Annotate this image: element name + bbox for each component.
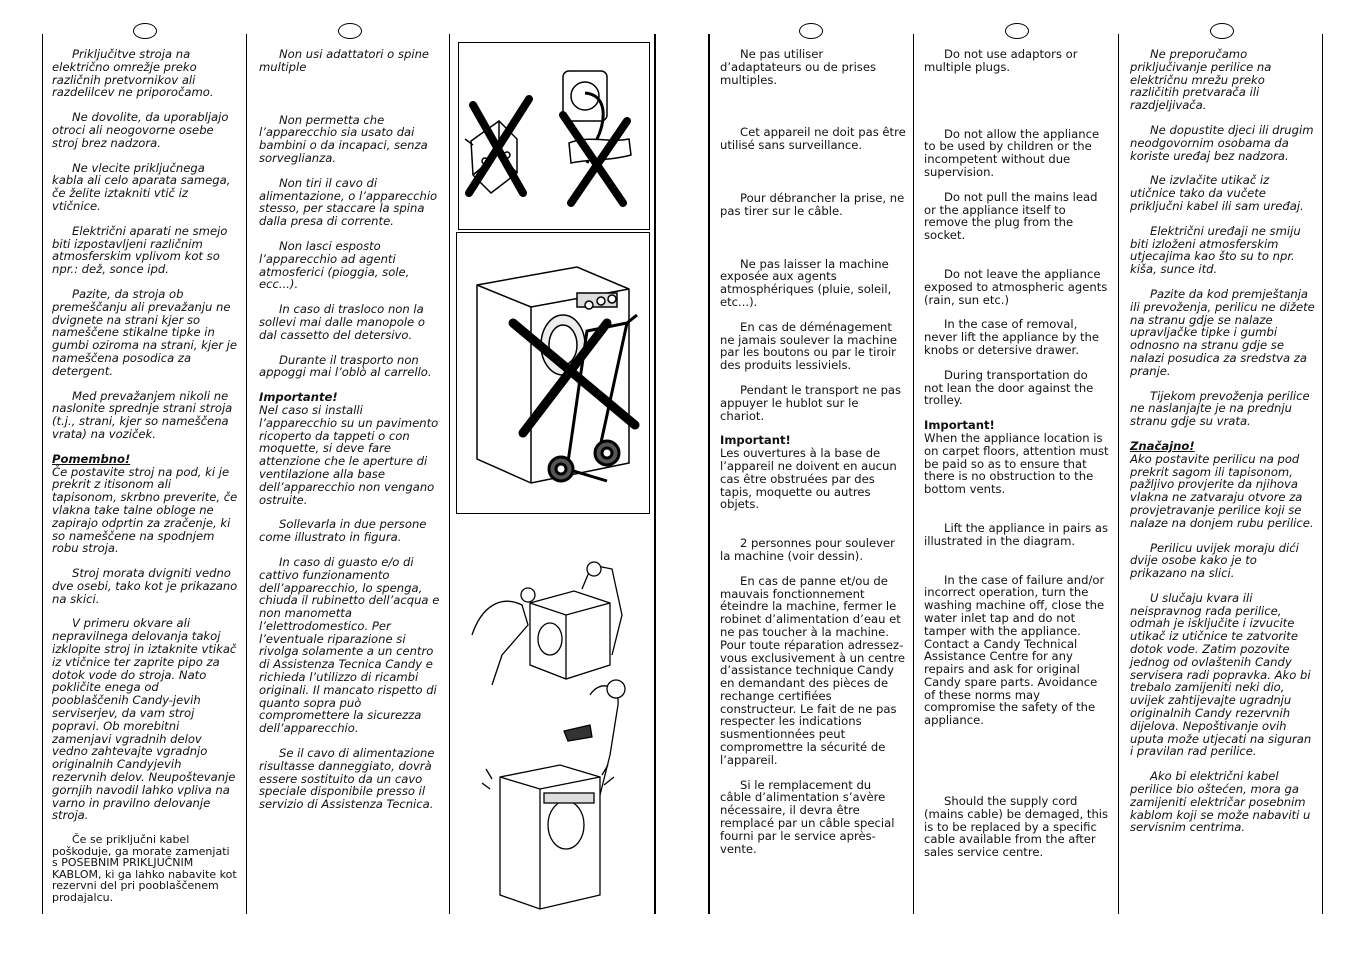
important-block xyxy=(52,453,238,555)
paragraph: In caso di guasto e/o di cattivo funzionamento dell’apparecchio, lo spenga, chiuda il rubinetto dell’acqua e non manometta l’elettrodomestico. Per l’eventuale riparazione si rivolga solamente a un centro di Assistenza Tecnica Candy e richieda l’utilizzo di ricambi originali. Il mancato rispetto di quanto sopra può compromettere la sicurezza dell’apparecchio. xyxy=(259,554,440,736)
column-croatian xyxy=(1130,48,1316,846)
paragraph: Cet appareil ne doit pas être utilisé sans surveillance. xyxy=(720,125,906,153)
paragraph: Do not pull the mains lead or the appliance itself to remove the plug from the socket. xyxy=(924,189,1098,243)
column-italian xyxy=(259,48,441,823)
important-label: Important! xyxy=(924,418,995,433)
column-divider xyxy=(42,34,43,914)
important-label: Pomembno! xyxy=(52,451,131,466)
important-block xyxy=(1130,440,1316,530)
column-divider xyxy=(449,34,450,914)
paragraph: Non tiri il cavo di alimentazione, o l’apparecchio stesso, per staccare la spina dalla presa di corrente. xyxy=(259,175,438,229)
important-label: Important! xyxy=(720,433,791,448)
illustration-failure xyxy=(480,665,645,915)
important-text: When the appliance location is on carpet floors, attention must be paid so as to ensure that there is no obstruction to the bottom vents. xyxy=(924,430,1109,497)
paragraph: Stroj morata dvigniti vedno dve osebi, tako kot je prikazano na skici. xyxy=(52,566,238,606)
important-text: Les ouvertures à la base de l’appareil ne doivent en aucun cas être obstruées par des tapis, moquette ou autres objets. xyxy=(720,446,897,512)
paragraph: Durante il trasporto non appoggi mai l’oblò al carrello. xyxy=(259,352,432,380)
paragraph: In the case of removal, never lift the appliance by the knobs or detersive drawer. xyxy=(924,317,1100,357)
column-divider xyxy=(913,34,914,914)
page-divider xyxy=(654,34,656,914)
paragraph: Should the supply cord (mains cable) be demaged, this is to be replaced by a specific cable available from the after sales service centre. xyxy=(924,794,1109,860)
iron-icon xyxy=(564,725,592,741)
paragraph: Se il cavo di alimentazione risultasse danneggiato, dovrà essere sostituito da un cavo speciale disponibile presso il servizio di Assistenza Tecnica. xyxy=(259,746,435,812)
important-label: Importante! xyxy=(259,390,338,405)
paragraph: Do not allow the appliance to be used by children or the incompetent without due supervision. xyxy=(924,126,1100,179)
important-label: Značajno! xyxy=(1130,438,1195,453)
paragraph: Pazite da kod premještanja ili prevoženja, perilicu ne dižete na stranu gdje se nalaze upravljačke tipke i gumbi odnosno na stranu gdje se nalazi posudica za sredstva za pranje. xyxy=(1130,286,1315,378)
paragraph: Do not use adaptors or multiple plugs. xyxy=(924,47,1078,74)
language-marker-en xyxy=(1005,23,1029,39)
paragraph: Si le remplacement du câble d’alimentation s’avère nécessaire, il devra être remplacé par un câble special fourni par le service après-vente. xyxy=(720,777,895,856)
paragraph: 2 personnes pour soulever la machine (voir dessin). xyxy=(720,536,895,563)
paragraph: Non usi adattatori o spine multiple xyxy=(259,47,430,74)
illustration-plug-box xyxy=(458,42,650,230)
column-french xyxy=(720,48,906,867)
paragraph: In the case of failure and/or incorrect operation, turn the washing machine off, close the water inlet tap and do not tamper with the appliance. Contact a Candy Technical Assistance Centre for any repairs and ask for original Candy spare parts. Avoidance of these norms may compromise the safety of the appliance. xyxy=(924,572,1105,728)
paragraph: Ne pas utiliser d’adaptateurs ou de prises multiples. xyxy=(720,47,877,87)
paragraph: Pazite, da stroja ob premeščanju ali prevažanju ne dvignete na strani kjer so nameščene stikalne tipke in gumbi oziroma na strani, kjer je nameščena posodica za detergent. xyxy=(52,286,238,378)
paragraph: Električni aparati ne smejo biti izpostavljeni različnim atmosferskim vplivom kot so npr.: dež, sonce ipd. xyxy=(52,223,228,277)
paragraph: Lift the appliance in pairs as illustrated in the diagram. xyxy=(924,520,1108,548)
page-divider xyxy=(708,34,710,914)
trolley-illustration xyxy=(457,233,649,513)
paragraph: Pour débrancher la prise, ne pas tirer sur le câble. xyxy=(720,190,905,218)
important-block xyxy=(924,419,1110,496)
paragraph: Ne izvlačite utikač iz utičnice tako da vučete priključni kabel ili sam uređaj. xyxy=(1130,173,1304,213)
column-slovenian xyxy=(52,48,238,915)
important-text: Ako postavite perilicu na pod prekrit sagom ili tapisonom, pažljivo provjerite da njihova vlakna ne zatvaraju otvore za provjetravanje perilice koji se nalaze na donjem rubu perilice. xyxy=(1130,451,1314,530)
important-block xyxy=(259,391,441,506)
paragraph: Med prevažanjem nikoli ne naslonite sprednje strani stroja (t.j., strani, kjer so nameščena vrata) na voziček. xyxy=(52,388,233,441)
important-block xyxy=(720,434,906,511)
language-marker-fr xyxy=(799,23,823,39)
paragraph: Ne vlecite priključnega kabla ali celo aparata samega, če želite iztakniti vtič iz vtičnice. xyxy=(52,160,231,213)
illustration-trolley-box xyxy=(456,232,650,514)
paragraph: Če se priključni kabel poškoduje, ga morate zamenjati s POSEBNIM PRIKLJUČNIM KABLOM, ki ga lahko nabavite kot rezervni del pri pooblaščenem prodajalcu. xyxy=(52,833,237,904)
paragraph: Perilicu uvijek moraju dići dvije osobe kako je to prikazano na slici. xyxy=(1130,540,1299,581)
language-marker-hr xyxy=(1210,23,1234,39)
column-divider xyxy=(1118,34,1119,914)
paragraph: During transportation do not lean the door against the trolley. xyxy=(924,367,1094,408)
important-text: Če postavite stroj na pod, ki je prekrit z itisonom ali tapisonom, skrbno preverite, če vlakna take talne obloge ne zapirajo odprtin za zračenje, ki so nameščene na spodnjem robu stroja. xyxy=(52,464,238,556)
paragraph: Ne dopustite djeci ili drugim neodgovornim osobama da koriste uređaj bez nadzora. xyxy=(1130,122,1314,163)
column-english xyxy=(924,48,1110,871)
paragraph: Non permetta che l’apparecchio sia usato dai bambini o da incapaci, senza sorveglianza. xyxy=(259,112,428,165)
paragraph: Sollevarla in due persone come illustrato in figura. xyxy=(259,517,427,545)
important-text: Nel caso si installi l’apparecchio su un pavimento ricoperto da tappeti o con moquette, si deve fare attenzione che le aperture di ventilazione alla base dell’apparecchio non vengano ostruite. xyxy=(259,402,439,507)
paragraph: Ne preporučamo priključivanje perilice na električnu mrežu preko različitih pretvarača ili razdjeljivača. xyxy=(1130,47,1272,113)
paragraph: En cas de déménagement ne jamais soulever la machine par les boutons ou par le tiroir des produits lessiviels. xyxy=(720,319,897,373)
paragraph: V primeru okvare ali nepravilnega delovanja takoj izklopite stroj in iztaknite vtikač iz vtičnice ter zaprite pipo za dotok vode do stroja. Nato pokličite enega od pooblaščenih Candy-jevih serviserjev, da vam stroj popravi. Ob morebitni zamenjavi vgradnih delov vedno zahtevajte vgradnjo originalnih Candyjevih rezervnih delov. Neupoštevanje gornjih navodil lahko vpliva na varno in pravilno delovanje stroja. xyxy=(52,616,237,823)
language-marker-sl xyxy=(133,23,157,39)
paragraph: U slučaju kvara ili neispravnog rada perilice, odmah je isključite i izvucite utikač iz utičnice te zatvorite dotok vode. Zatim pozovite jednog od ovlaštenih Candy servisera radi popravka. Ako bi trebalo zamijeniti neki dio, uvijek zahtijevajte ugradnju originalnih Candy rezervnih dijelova. Nepoštivanje ovih uputa može utjecati na siguran i pravilan rad perilice. xyxy=(1130,590,1312,759)
failure-service-illustration xyxy=(480,665,645,915)
column-divider xyxy=(1322,34,1323,914)
paragraph: Tijekom prevoženja perilice ne naslanjajte je na prednju stranu gdje su vrata. xyxy=(1130,388,1310,429)
paragraph: En cas de panne et/ou de mauvais fonctionnement éteindre la machine, fermer le robinet d’alimentation d’eau et ne pas toucher à la machine. Pour toute réparation adressez-vous exclusivement à un centre d’assistance technique Candy en demandant des pièces de rechange certifiées constructeur. Le fait de ne pas respecter les indications susmentionnées peut compromettre la sécurité de l’appareil. xyxy=(720,573,906,767)
paragraph: Ne dovolite, da uporabljajo otroci ali neogovorne osebe stroj brez nadzora. xyxy=(52,110,229,150)
paragraph: Ne pas laisser la machine exposée aux agents atmosphériques (pluie, soleil, etc...). xyxy=(720,256,892,309)
paragraph: Priključitve stroja na električno omrežje preko različnih pretvornikov ali razdelilcev ne priporočamo. xyxy=(52,47,214,100)
language-marker-it xyxy=(338,23,362,39)
paragraph: In caso di trasloco non la sollevi mai dalle manopole o dal cassetto del detersivo. xyxy=(259,302,425,342)
paragraph: Pendant le transport ne pas appuyer le hublot sur le chariot. xyxy=(720,382,902,423)
column-divider xyxy=(246,34,247,914)
paragraph: Do not leave the appliance exposed to atmospheric agents (rain, sun etc.) xyxy=(924,266,1108,307)
socket-icon xyxy=(563,71,631,163)
paragraph: Električni uređaji ne smiju biti izloženi atmosferskim utjecajima kao što su to npr. kiša, sunce itd. xyxy=(1130,223,1301,277)
plug-adaptor-illustration xyxy=(459,43,649,229)
paragraph: Ako bi električni kabel perilice bio oštećen, mora ga zamijeniti električar posebnim kablom koji se može nabaviti u servisnim centrima. xyxy=(1130,769,1311,835)
paragraph: Non lasci esposto l’apparecchio ad agenti atmosferici (pioggia, sole, ecc...). xyxy=(259,238,410,292)
